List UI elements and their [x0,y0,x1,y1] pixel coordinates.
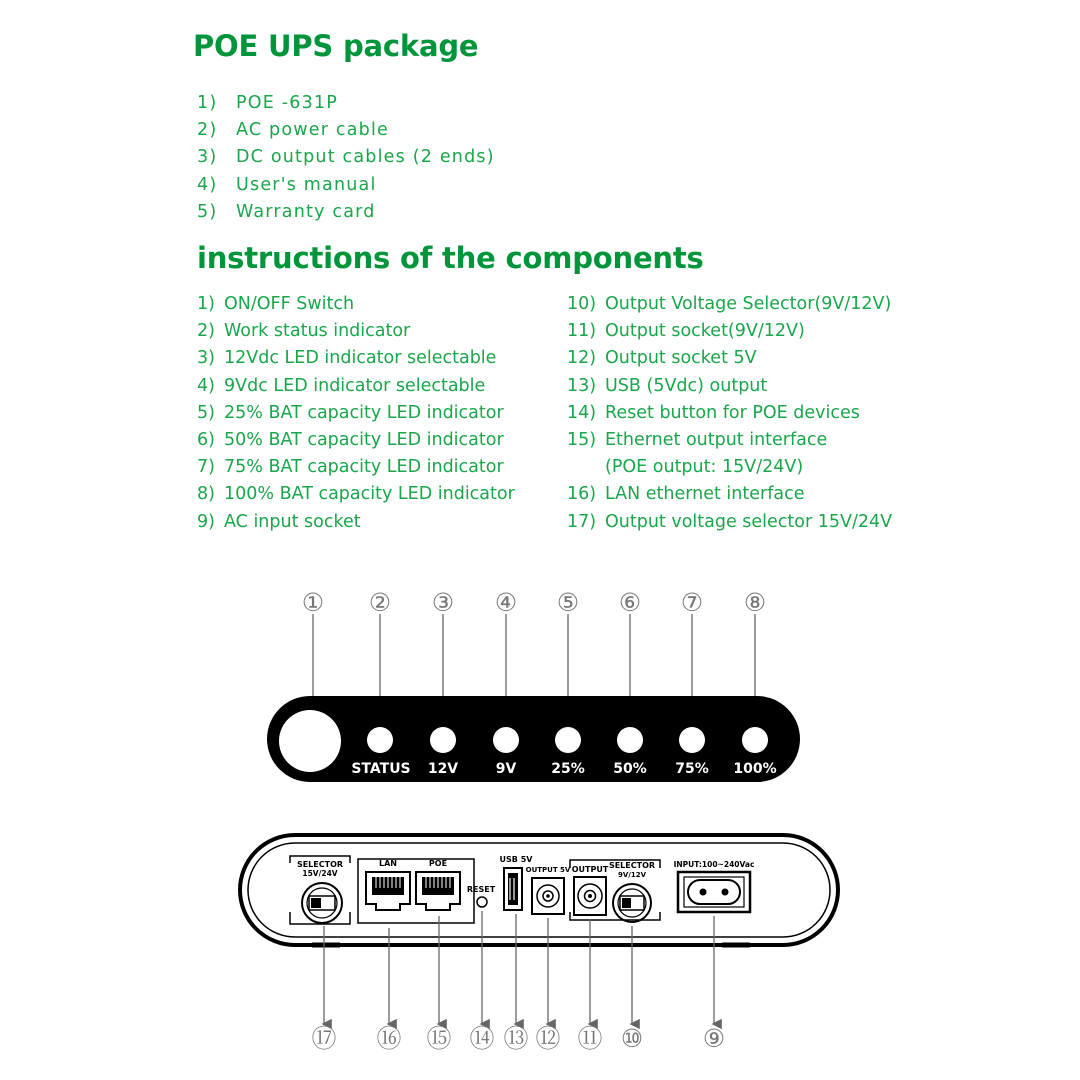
selector-a-label: SELECTOR [296,860,344,869]
led-label: 12V [427,761,459,777]
usb-label: USB 5V [499,855,533,864]
list-item-text: AC input socket [224,511,361,532]
poe-label: POE [428,859,448,868]
ac-input-socket [678,872,750,912]
selector-b-sub: 9V/12V [617,871,647,879]
list-item-text: User's manual [236,174,377,195]
list-item-text: DC output cables (2 ends) [236,147,495,168]
usb-port [504,868,522,910]
list-item-number: 12) [567,348,597,369]
list-item-number: 10) [567,294,597,314]
list-item-number: 16) [567,484,597,505]
led-label: 75% [675,761,709,777]
list-item-number: 1) [197,294,215,314]
list-item-number: 13) [567,375,597,396]
lan-port [366,872,410,910]
list-item-text: 75% BAT capacity LED indicator [224,457,504,478]
callout-number: ⑬ [503,1024,529,1053]
list-item-number: 5) [197,201,218,222]
list-item-text: 50% BAT capacity LED indicator [224,429,504,450]
callout-number: ⑥ [618,588,642,617]
callout-number: ① [301,588,325,617]
led-label: 50% [613,761,647,777]
led-indicator [617,727,643,753]
front-panel-body [267,696,800,782]
callout-number: ⑨ [702,1024,726,1053]
output-label: OUTPUT [571,865,609,874]
poe-port [416,872,460,910]
list-item-number: 17) [567,511,597,532]
components-title: instructions of the components [197,241,704,275]
callout-number: ⑪ [577,1024,603,1053]
callout-number: ⑫ [535,1024,561,1053]
list-item-text: AC power cable [236,120,389,141]
callout-number: ④ [494,588,518,617]
list-item-text: 9Vdc LED indicator selectable [224,375,486,396]
callout-number: ⑭ [469,1024,495,1053]
led-indicator [493,727,519,753]
list-item-number: 2) [197,321,215,342]
list-item-text: Output socket(9V/12V) [605,321,805,342]
callout-number: ⑩ [620,1024,644,1053]
callout-number: ⑧ [743,588,767,617]
selector-9v-12v [606,860,660,922]
list-item-text: Output Voltage Selector(9V/12V) [605,294,892,314]
list-item-text: Output voltage selector 15V/24V [605,511,893,532]
led-indicator [679,727,705,753]
list-item-number: 15) [567,429,597,450]
callout-number: ② [368,588,392,617]
selector-15v-24v [290,856,350,924]
callout-number: ⑰ [311,1024,337,1053]
callout-number: ⑦ [680,588,704,617]
list-item-text: Ethernet output interface [605,429,828,450]
selector-a-sub: 15V/24V [302,869,338,878]
list-item-text: ON/OFF Switch [224,294,355,314]
reset-button [477,897,487,907]
back-callouts [311,911,725,1053]
led-indicator [742,727,768,753]
list-item-text: Work status indicator [224,321,411,342]
list-item-number: 1) [197,93,218,113]
callout-number: ⑤ [556,588,580,617]
output5v-label: OUTPUT 5V [525,866,571,874]
list-item-text: POE -631P [236,93,339,113]
list-item-text: LAN ethernet interface [605,484,805,505]
list-item-number: 7) [197,457,215,478]
output-9v-12v-socket [574,877,606,915]
lan-label: LAN [379,859,397,868]
list-item-text: (POE output: 15V/24V) [605,457,804,478]
front-panel [267,696,800,782]
list-item-text: Reset button for POE devices [605,402,860,423]
led-label: 25% [551,761,585,777]
led-indicator [430,727,456,753]
list-item-text: 12Vdc LED indicator selectable [224,348,497,369]
callout-number: ⑯ [376,1024,402,1053]
list-item-number: 8) [197,484,215,505]
led-indicator [367,727,393,753]
list-item-number: 4) [197,174,218,195]
list-item-number: 6) [197,429,215,450]
output-5v-socket [532,878,564,914]
list-item-text: 100% BAT capacity LED indicator [224,484,515,505]
list-item-number: 9) [197,511,215,532]
list-item-text: USB (5Vdc) output [605,375,768,396]
list-item-text: 25% BAT capacity LED indicator [224,402,504,423]
list-item-number: 5) [197,402,215,423]
back-panel [240,835,838,945]
selector-b-label: SELECTOR [608,861,656,870]
package-title: POE UPS package [193,29,479,63]
led-indicator [555,727,581,753]
callout-number: ⑮ [426,1024,452,1053]
reset-label: RESET [466,885,496,894]
input-label: INPUT:100~240Vac [673,860,755,869]
list-item-number: 2) [197,120,218,141]
power-button [279,710,341,772]
led-label: 100% [733,761,777,777]
led-label: 9V [495,761,517,777]
list-item-text: Warranty card [236,201,376,222]
led-label: STATUS [351,761,411,777]
list-item-text: Output socket 5V [605,348,757,369]
list-item-number: 14) [567,402,597,423]
list-item-number: 3) [197,147,218,168]
list-item-number: 11) [567,321,597,342]
list-item-number: 4) [197,375,215,396]
callout-number: ③ [431,588,455,617]
list-item-number: 3) [197,348,215,369]
ethernet-ports [358,859,474,923]
